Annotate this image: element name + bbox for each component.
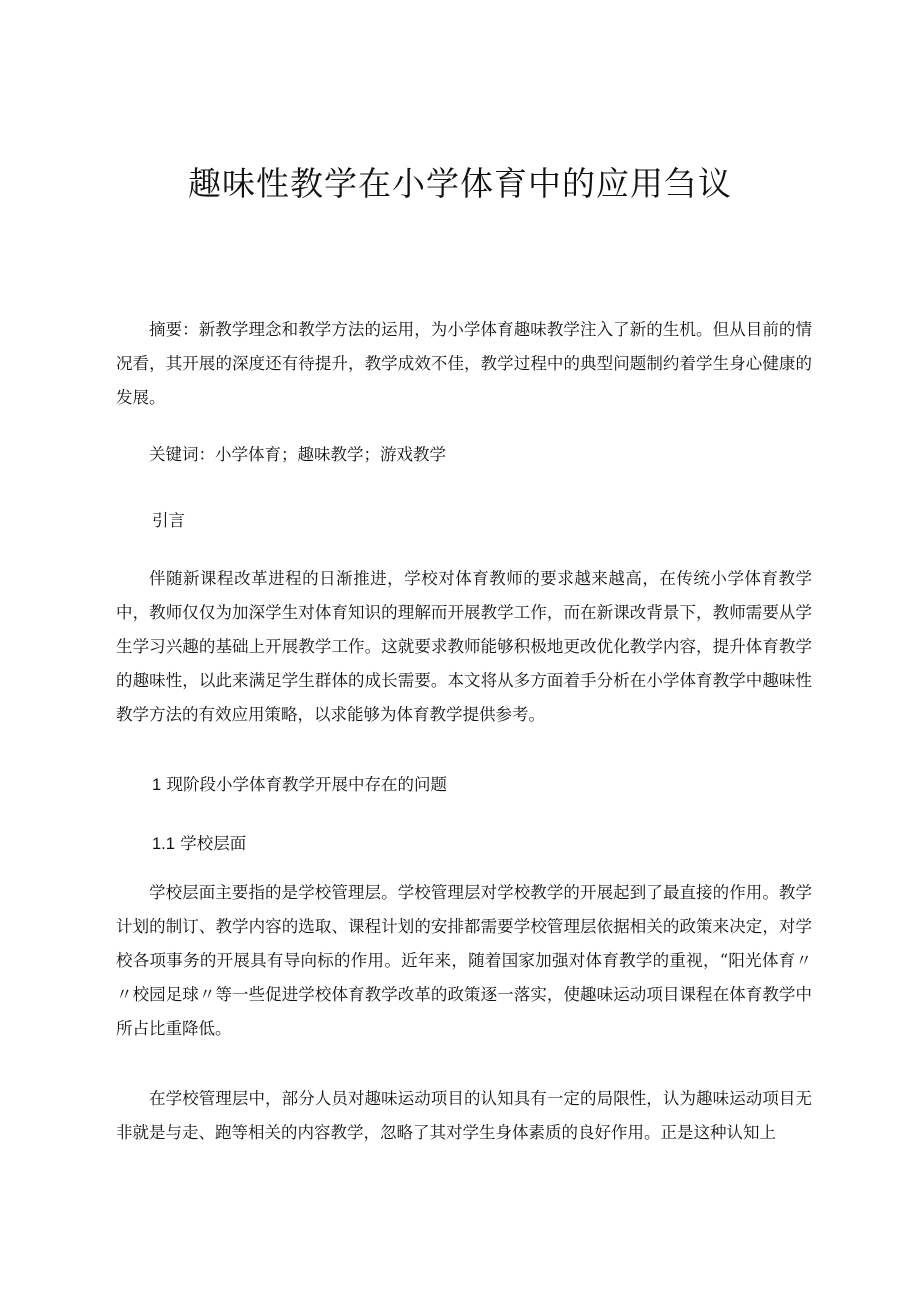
keywords-paragraph: 关键词：小学体育；趣味教学；游戏教学 — [149, 445, 446, 464]
section-1-1-paragraph-1: 学校层面主要指的是学校管理层。学校管理层对学校教学的开展起到了最直接的作用。教学计划的制订、教学内容的选取、课程计划的安排都需要学校管理层依据相关的政策来决定，对学校各项事务的开展具有导向标的作用。近年来，随着国家加强对体育教学的重视，“阳光体育〃〃校园足球〃等一些促进学校体育教学改革的政策逐一落实，使趣味运动项目课程在体育教学中所占比重降低。 — [116, 883, 812, 1038]
section-1-1-title: 学校层面 — [180, 834, 247, 853]
section-1-number: 1 — [152, 776, 162, 794]
abstract-paragraph: 摘要：新教学理念和教学方法的运用，为小学体育趣味教学注入了新的生机。但从目前的情况看，其开展的深度还有待提升，教学成效不佳，教学过程中的典型问题制约着学生身心健康的发展。 — [116, 320, 812, 407]
intro-heading: 引言 — [152, 511, 185, 530]
section-1-1-number: 1.1 — [152, 835, 175, 853]
section-1-1-paragraph-2: 在学校管理层中，部分人员对趣味运动项目的认知具有一定的局限性，认为趣味运动项目无非就是与走、跑等相关的内容教学，忽略了其对学生身体素质的良好作用。正是这种认知上 — [116, 1089, 812, 1142]
section-1-heading — [152, 768, 447, 802]
document-title: 趣味性教学在小学体育中的应用刍议 — [188, 164, 732, 203]
section-1-1-heading — [152, 827, 246, 861]
section-1-title: 现阶段小学体育教学开展中存在的问题 — [166, 775, 447, 794]
intro-paragraph: 伴随新课程改革进程的日渐推进，学校对体育教师的要求越来越高，在传统小学体育教学中，教师仅仅为加深学生对体育知识的理解而开展教学工作，而在新课改背景下，教师需要从学生学习兴趣的基础上开展教学工作。这就要求教师能够积极地更改优化教学内容，提升体育教学的趣味性，以此来满足学生群体的成长需要。本文将从多方面着手分析在小学体育教学中趣味性教学方法的有效应用策略，以求能够为体育教学提供参考。 — [116, 569, 812, 724]
